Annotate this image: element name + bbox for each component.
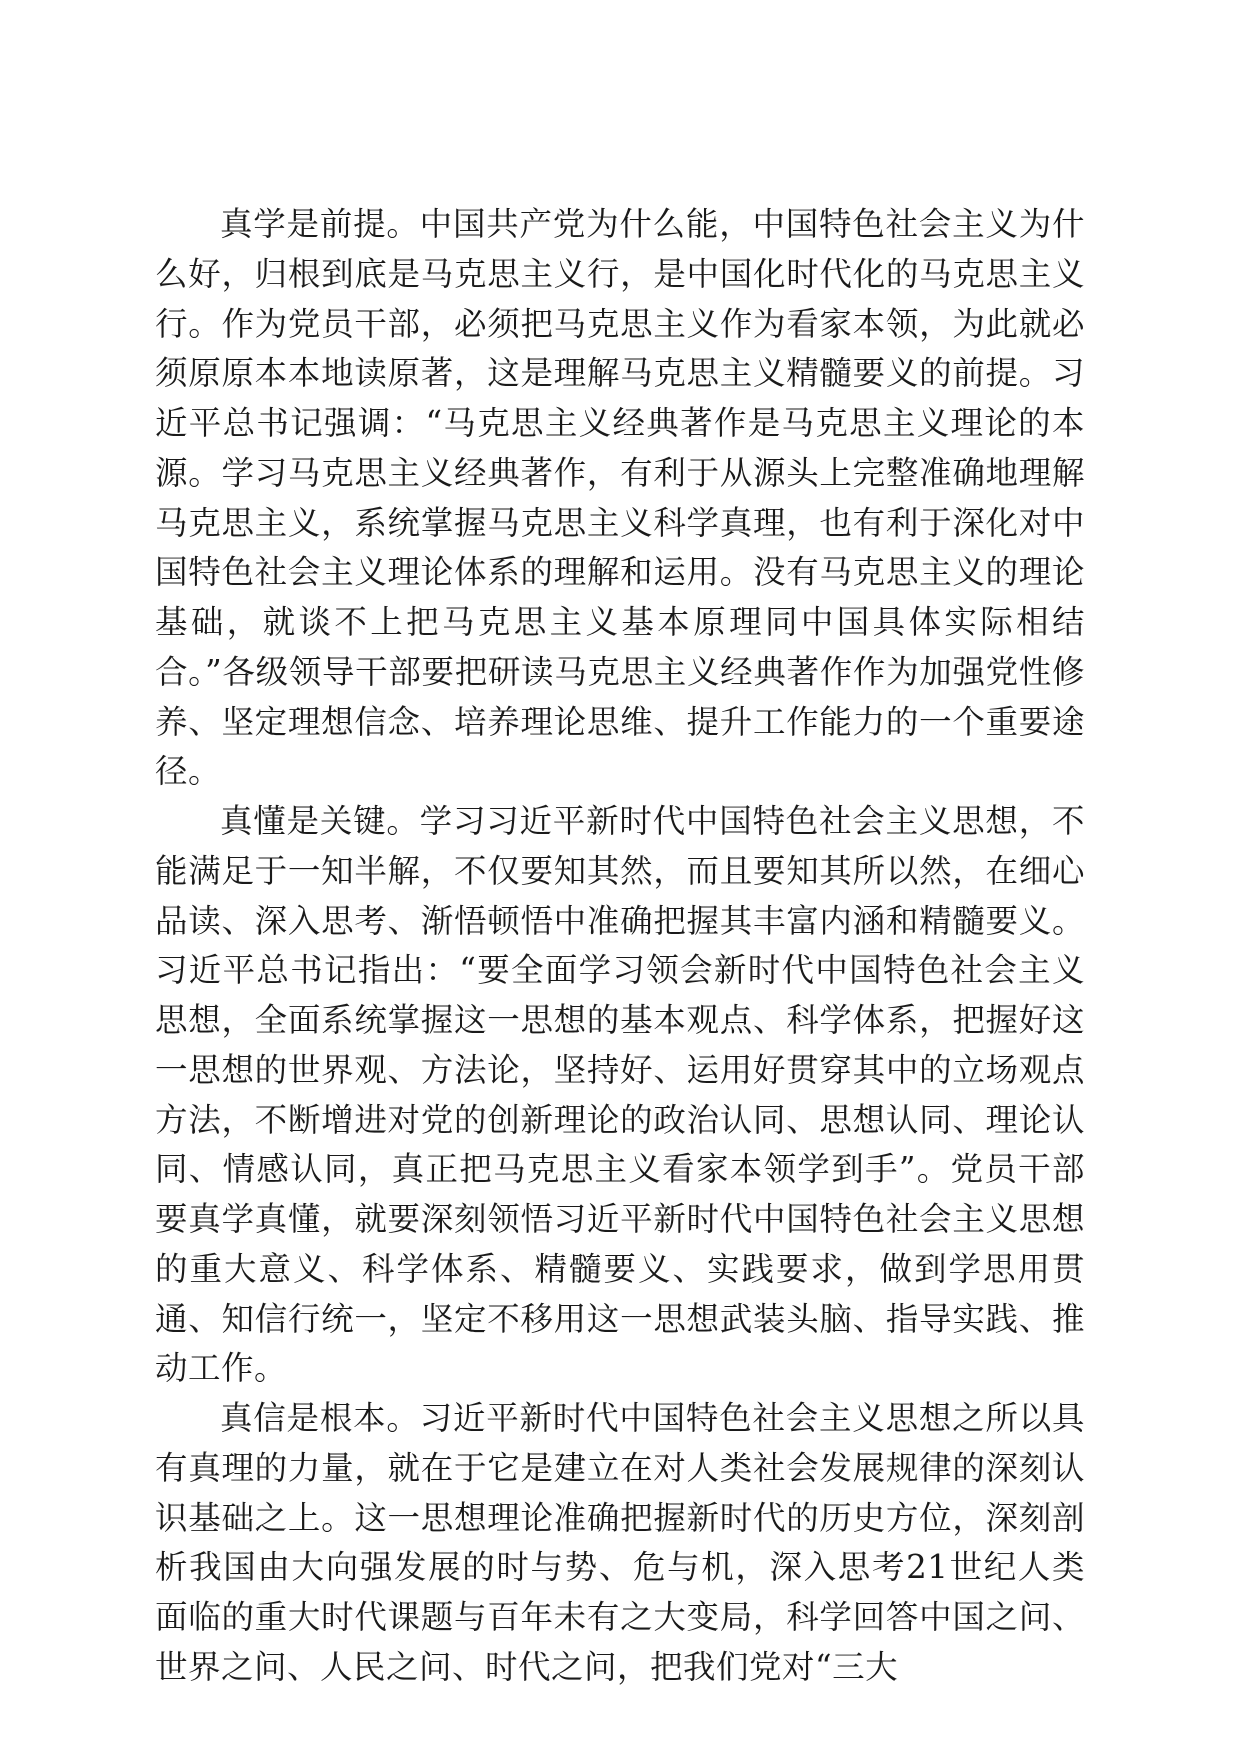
document-page — [155, 200, 1085, 1693]
paragraph-understand: 真懂是关键。学习习近平新时代中国特色社会主义思想，不能满足于一知半解，不仅要知其然，而且要知其所以然，在细心品读、深入思考、渐悟顿悟中准确把握其丰富内涵和精髓要义。习近平总书记指出：“要全面学习领会新时代中国特色社会主义思想，全面系统掌握这一思想的基本观点、科学体系，把握好这一思想的世界观、方法论，坚持好、运用好贯穿其中的立场观点方法，不断增进对党的创新理论的政治认同、思想认同、理论认同、情感认同，真正把马克思主义看家本领学到手”。党员干部要真学真懂，就要深刻领悟习近平新时代中国特色社会主义思想的重大意义、科学体系、精髓要义、实践要求，做到学思用贯通、知信行统一，坚定不移用这一思想武装头脑、指导实践、推动工作。 — [155, 802, 1085, 1388]
paragraph-study: 真学是前提。中国共产党为什么能，中国特色社会主义为什么好，归根到底是马克思主义行，是中国化时代化的马克思主义行。作为党员干部，必须把马克思主义作为看家本领，为此就必须原原本本地读原著，这是理解马克思主义精髓要义的前提。习近平总书记强调：“马克思主义经典著作是马克思主义理论的本源。学习马克思主义经典著作，有利于从源头上完整准确地理解马克思主义，系统掌握马克思主义科学真理，也有利于深化对中国特色社会主义理论体系的理解和运用。没有马克思主义的理论基础，就谈不上把马克思主义基本原理同中国具体实际相结合。”各级领导干部要把研读马克思主义经典著作作为加强党性修养、坚定理想信念、培养理论思维、提升工作能力的一个重要途径。 — [155, 205, 1085, 791]
paragraph-believe: 真信是根本。习近平新时代中国特色社会主义思想之所以具有真理的力量，就在于它是建立在对人类社会发展规律的深刻认识基础之上。这一思想理论准确把握新时代的历史方位，深刻剖析我国由大向强发展的时与势、危与机，深入思考21世纪人类面临的重大时代课题与百年未有之大变局，科学回答中国之问、世界之问、人民之问、时代之问，把我们党对“三大 — [155, 1399, 1085, 1686]
